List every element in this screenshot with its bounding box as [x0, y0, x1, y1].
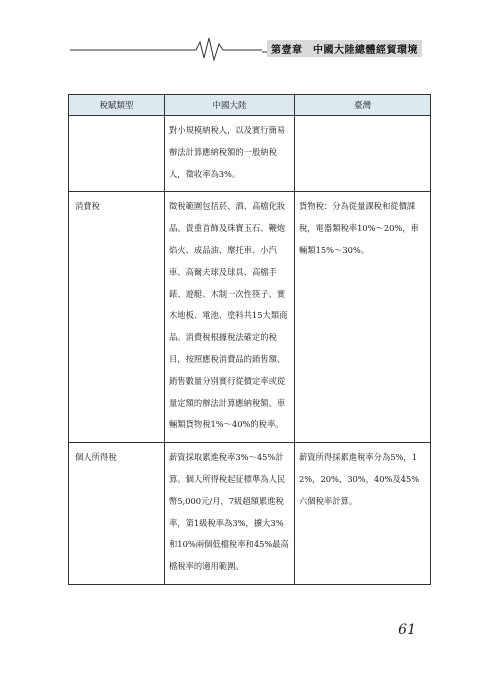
- header-tax-type: 稅賦類型: [69, 95, 165, 116]
- table-row: [69, 116, 431, 192]
- china-cell: 薪資採取累進稅率3%～45%計算。個人所得稅起征標準為人民幣5,000元/月，7級超額累進稅率，第1級稅率為3%，擴大3%和10%兩個低檔稅率和45%最高檔稅率的適用範圍。: [165, 443, 295, 585]
- table-header-row: [69, 95, 431, 116]
- taiwan-cell: [295, 116, 431, 192]
- taiwan-cell: 薪資所得採累進稅率分為5%，12%，20%，30%，40%及45%六個稅率計算。: [295, 443, 431, 585]
- taiwan-cell: 貨物稅：分為從量課稅和從價課稅，電器類稅率10%～20%，車輛類15%～30%。: [295, 192, 431, 443]
- page-number: 61: [398, 622, 416, 638]
- table-row: [69, 192, 431, 443]
- header-taiwan: 臺灣: [295, 95, 431, 116]
- tax-type-cell: 個人所得稅: [69, 443, 165, 585]
- china-cell: 對小規模納稅人，以及實行簡易辦法計算應納稅額的一般納稅人，徵收率為3%。: [165, 116, 295, 192]
- tax-comparison-table: [68, 94, 431, 585]
- heartbeat-line-icon: [70, 38, 262, 60]
- tax-type-cell: 消費稅: [69, 192, 165, 443]
- header-china: 中國大陸: [165, 95, 295, 116]
- table-row: [69, 443, 431, 585]
- chapter-title: 第壹章 中國大陸總體經貿環境: [267, 40, 422, 57]
- tax-type-cell: [69, 116, 165, 192]
- header-rule: [0, 0, 480, 70]
- china-cell: 徵稅範圍包括菸、酒、高檔化妝品、貴重首飾及珠寶玉石、鞭炮焰火、成品油、摩托車、小汽車、高爾夫球及球具、高檔手錶、遊艇、木制一次性筷子、實木地板、電池、塗料共15大類商品。消費稅根據稅法確定的稅目，按照應稅消費品的銷售額、銷售數量分別實行從價定率或從量定額的辦法計算應納稅額。車輛類貨物稅1%～40%的稅率。: [165, 192, 295, 443]
